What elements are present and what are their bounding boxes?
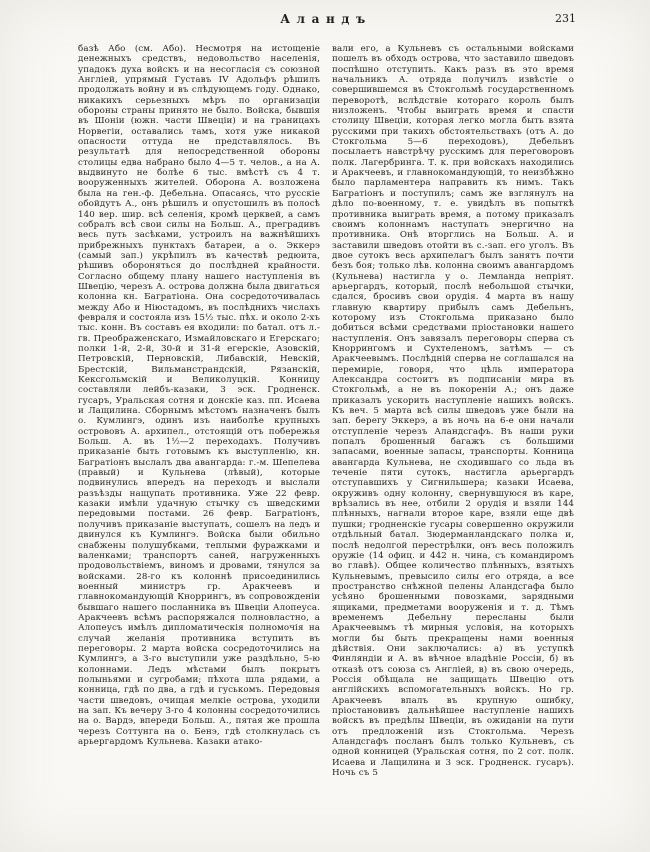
running-title: Аландъ [280,12,372,26]
column-right: вали его, а Кульневъ съ остальными войсками пошелъ въ обходъ острова, что заставило шведовъ поспѣшно отступить. Какъ разъ въ это время начальникъ А. отряда получилъ извѣстіе о совершившемся въ Стокгольмѣ государственномъ переворотѣ, вслѣдствіе котораго король былъ низложенъ. Чтобы выиграть время и спасти столицу Швеціи, которая легко могла быть взята русскими при такихъ обстоятельствахъ (отъ А. до Стокгольма 5—6 переходовъ), Дебельнъ посылаетъ навстрѣчу русскимъ для переговоровъ полк. Лагербринга. Т. к. при войскахъ находились и Аракчеевъ, и главнокомандующій, то неизбѣжно было парламентера направить къ нимъ. Такъ Багратіонъ и поступилъ; самъ же взглянулъ на дѣло по-военному, т. е. увидѣлъ въ попыткѣ противника выиграть время, а потому приказалъ своимъ колоннамъ наступать энергично на противника. Онѣ вторглись на Больш. А. и заставили шведовъ отойти въ с.-зап. его уголъ. Въ двое сутокъ весь архипелагъ былъ занятъ почти безъ боя; только лѣв. колонна своимъ авангардомъ (Кульнева) настигла у о. Лемланда непріят. арьергардъ, который, послѣ небольшой стычки, сдался, бросивъ свои орудія. 4 марта въ нашу главную квартиру прибылъ самъ Дебельнъ, которому изъ Стокгольма приказано было добиться всѣми средствами пріостановки нашего наступленія. Онъ завязалъ переговоры сперва съ Кноррингомъ и Сухтеленомъ, затѣмъ — съ Аракчеевымъ. Послѣдній сперва не соглашался на перемиріе, говоря, что цѣль императора Александра состоитъ въ подписаніи мира въ Стокгольмѣ, а не въ покореніи А.; онъ даже приказалъ ускорить наступленіе нашихъ войскъ. Къ веч. 5 марта всѣ силы шведовъ уже были на зап. берегу Эккерэ, а въ ночь на 6-е они начали отступленіе черезъ Аландсгафъ. Въ наши руки попалъ брошенный багажъ съ большими запасами, военные запасы, транспорты. Конница авангарда Кульнева, не сходившаго со льда въ теченіе пяти сутокъ, настигла арьергардъ отступавшихъ у Сигнильшера; казаки Исаева, окруживъ одну колонну, свернувшуюся въ каре, врѣзались въ нее, отбили 2 орудія и взяли 144 плѣнныхъ, нагнали второе каре, взяли еще двѣ пушки; гродненскіе гусары совершенно окружили отдѣльный батал. Зюдерманландскаго полка и, послѣ недолгой перестрѣлки, онъ весь положилъ оружіе (14 офиц. и 442 н. чина, съ командиромъ во главѣ). Общее количество плѣнныхъ, взятыхъ Кульневымъ, превысило силы его отряда, а все пространство снѣжной пелены Аландсгафа было усѣяно брошенными повозками, зарядными ящиками, предметами вооруженія и т. д. Тѣмъ временемъ Дебельну пересланы были Аракчеевымъ тѣ мирныя условія, на которыхъ могли бы быть прекращены нами военныя дѣйствія. Они заключались: а) въ уступкѣ Финляндіи и А. въ вѣчное владѣніе Россіи, б) въ отказѣ отъ союза съ Англіей, в) въ свою очередь, Россія обѣщала не защищать Швецію отъ англійскихъ вспомогательныхъ войскъ. Но гр. Аракчеевъ впалъ въ крупную ошибку, пріостановивъ дальнѣйшее наступленіе нашихъ войскъ въ предѣлы Швеціи, въ ожиданіи на пути отъ предложеній изъ Стокгольма. Черезъ Аландсгафъ посланъ былъ только Кульневъ, съ одной конницей (Уральская сотня, по 2 сот. полк. Исаева и Лащилина и 3 эск. Гродненск. гусаръ). Ночь съ 5 [332,44,574,779]
article-body [78,44,574,778]
column-left: базѣ Або (см. Або). Несмотря на истощеніе денежныхъ средствъ, недовольство населенія, упадокъ духа войскъ и на несогласія съ союзной Англіей, упрямый Густавъ IV Адольфъ рѣшилъ продолжать войну и въ слѣдующемъ году. Однако, никакихъ серьезныхъ мѣръ по организаціи обороны страны принято не было. Войска, бывшія въ Шоніи (южн. части Швеціи) и на границахъ Норвегіи, оставались тамъ, хотя уже никакой опасности оттуда не представлялось. Въ результатѣ для непосредственной обороны столицы едва набрано было 4—5 т. челов., а на А. выдвинуто не болѣе 6 тыс. вмѣстѣ съ 4 т. вооруженныхъ жителей. Оборона А. возложена была на ген.-ф. Дебельна. Опасаясь, что русскіе обойдутъ А., онъ рѣшилъ и опустошилъ въ полосѣ 140 вер. шир. всѣ селенія, кромѣ церквей, а самъ собралъ всѣ свои силы на Больш. А., преградивъ весь путь засѣками, устроилъ на важнѣйшихъ прибрежныхъ пунктахъ батареи, а о. Эккерэ (самый зап.) укрѣпилъ въ качествѣ редюита, рѣшивъ обороняться до послѣдней крайности. Согласно общему плану нашего наступленія въ Швецію, черезъ А. острова должна была двигаться колонна кн. Багратіона. Она сосредоточивалась между Або и Ніюстадомъ, въ послѣднихъ числахъ февраля и состояла изъ 15½ тыс. пѣх. и около 2-хъ тыс. конн. Въ составъ ея входили: по батал. отъ л.-гв. Преображенскаго, Измайловскаго и Егерскаго; полки 1-й, 2-й, 30-й и 31-й егерскіе, Азовскій, Петровскій, Перновскій, Либавскій, Невскій, Брестскій, Вильманстрандскій, Рязанскій, Кексгольмскій и Великолуцкій. Конницу составляли лейбъ-казаки, 3 эск. Гродненск. гусаръ, Уральская сотня и донскіе каз. пп. Исаева и Лащилина. Сборнымъ мѣстомъ назначенъ былъ о. Кумлингэ, одинъ изъ наиболѣе крупныхъ острововъ А. архипел., отстоящій отъ побережья Больш. А. въ 1½—2 переходахъ. Получивъ приказаніе быть готовымъ къ выступленію, кн. Багратіонъ выслалъ два авангарда: г.-м. Шепелева (правый) и Кульнева (лѣвый), которые подвинулись впередъ на переходъ и выслали разъѣзды нащупать противника. Уже 22 февр. казаки имѣли удачную стычку съ шведскими передовыми постами. 26 февр. Багратіонъ, получивъ приказаніе выступать, сошелъ на ледъ и двинулся къ Кумлингэ. Войска были обильно снабжены полушубками, теплыми фуражками и валенками; транспортъ саней, нагруженныхъ продовольствіемъ, виномъ и дровами, тянулся за войсками. 28-го къ колоннѣ присоединились военный министръ гр. Аракчеевъ и главнокомандующій Кноррингъ, въ сопровожденіи бывшаго нашего посланника въ Швеціи Алопеуса. Аракчеевъ всѣмъ распоряжался полновластно, а Алопеусъ имѣлъ дипломатическія полномочія на случай желанія противника вступить въ переговоры. 2 марта войска сосредоточились на Кумлингэ, а 3-го выступили уже раздѣльно, 5-ю колоннами. Ледъ мѣстами былъ покрытъ полыньями и сугробами; пѣхота шла рядами, а конница, гдѣ по два, а гдѣ и гуськомъ. Передовыя части шведовъ, очищая мелкіе острова, уходили на зап. Къ вечеру 3-го 4 колонны сосредоточились на о. Вардэ, впереди Больш. А., пятая же прошла черезъ Соттунга на о. Бенэ, гдѣ столкнулась съ арьергардомъ Кульнева. Казаки атако- [78,44,320,748]
page-header [78,12,574,34]
page-number: 231 [555,12,576,25]
